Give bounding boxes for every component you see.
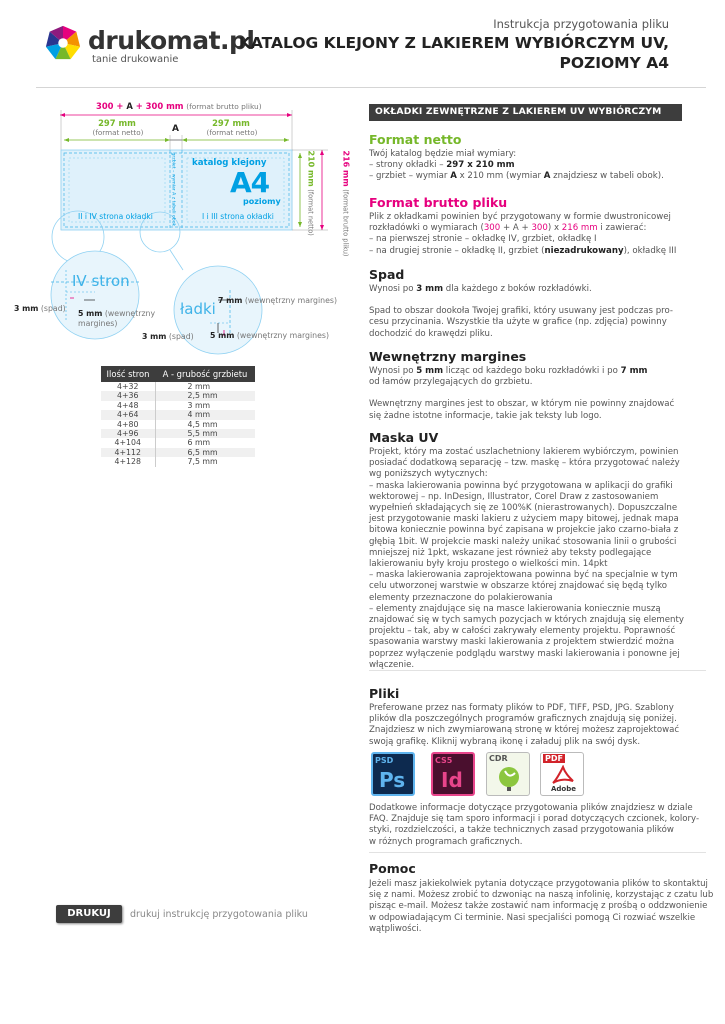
right-page-label: I i III strona okładki	[202, 212, 274, 221]
spine-width-letter: A	[172, 124, 179, 134]
logo-icon	[44, 24, 82, 62]
margin-7mm-label: 7 mm (wewnętrzny margines)	[218, 296, 337, 305]
margin-line: Wynosi po 5 mm licząc od każdego boku rozkładówki i po 7 mm	[369, 366, 648, 376]
mask-text	[369, 447, 706, 671]
zoom-right-text: ładki	[180, 300, 216, 318]
margin-line: Wewnętrzny margines jest to obszar, w którym nie powinny znajdować	[369, 399, 675, 410]
mask-line: spasowania warstwy maski lakierowania z projektem stwierdzić można	[369, 637, 675, 648]
logo-text[interactable]: drukomat.pl	[88, 26, 255, 55]
netto-line: Twój katalog będzie miał wymiary:	[369, 149, 517, 159]
margin-line: się żadne istotne informacje, takie jak teksty lub logo.	[369, 410, 602, 421]
acrobat-icon	[551, 765, 575, 785]
mask-line: – elementy znajdujące się na masce lakierowania koniecznie muszą	[369, 603, 661, 614]
mask-line: Projekt, który ma zostać uszlachetniony lakierem wybiórczym, powinien	[369, 447, 679, 457]
help-line: Jeżeli masz jakiekolwiek pytania dotyczące przygotowania plików to skontaktuj	[369, 879, 708, 889]
brutto-line: Plik z okładkami powinien być przygotowany w formie dwustronicowej	[369, 212, 671, 222]
height-netto-label: 210 mm (format netto)	[306, 150, 316, 236]
left-page-label: II i IV strona okładki	[78, 212, 153, 221]
document-subtitle: Instrukcja przygotowania pliku	[493, 17, 669, 31]
print-instructions-link[interactable]: drukuj instrukcję przygotowania pliku	[130, 909, 308, 920]
mask-line: elementy przeznaczone do polakierowania	[369, 592, 553, 603]
mask-line: poprzez wyłączenie podglądu warstwy maski lakierowania i ponowne jej	[369, 648, 680, 659]
pages-cell: 4+112	[101, 448, 155, 457]
format-a4: A4	[230, 166, 270, 199]
thickness-cell: 2 mm	[187, 382, 211, 391]
orientation-label: poziomy	[243, 197, 281, 206]
mask-line: wg poniższych wytycznych:	[369, 469, 488, 480]
print-button[interactable]: DRUKUJ	[56, 905, 122, 923]
table-row	[101, 401, 255, 410]
thickness-cell: 2,5 mm	[155, 391, 255, 400]
section-header-underline	[369, 120, 682, 121]
logo-tagline: tanie drukowanie	[92, 54, 179, 65]
files-line: plików dla poszczególnych programów graficznych znajdują się poniżej.	[369, 714, 677, 725]
mask-line: jest przygotowanie maski lakieru z użyciem mapy bitowej, jednak mapa	[369, 514, 679, 525]
pages-cell: 4+128	[101, 457, 155, 466]
mask-line: wypełnień składających się ze 100%K (nierastrowanych). Dopuszczalne	[369, 503, 678, 514]
table-row	[101, 382, 255, 391]
pages-cell: 4+96	[101, 429, 155, 438]
mask-line: – maska lakierowania powinna być przygotowana w aplikacji do grafiki	[369, 480, 673, 491]
brutto-heading: Format brutto pliku	[369, 195, 508, 210]
pages-cell: 4+64	[101, 410, 155, 419]
mask-line: – maska lakierowania zaprojektowana powinna być na specjalnie w tym	[369, 570, 678, 581]
files-extra-line: FAQ. Znajduje się tam sporo informacji i porad dotyczących czcionek, kolory-	[369, 814, 700, 825]
spad-text	[369, 284, 706, 340]
mask-line: projektu – tak, aby w całości zakrywały elementy projektu. Poprawność	[369, 626, 676, 637]
help-line: w odpowiadającym Ci terminie. Nasi specjaliści pomogą Ci rozwiać wszelkie	[369, 912, 696, 923]
help-line: pisząc e-mail. Możesz także zostawić nam informację z prośbą o oddzwonienie	[369, 901, 708, 912]
right-netto-width: 297 mm	[212, 118, 250, 128]
mask-line: włączenie.	[369, 659, 415, 670]
section-divider	[369, 670, 706, 671]
mask-line: głębią 1bit. W projekcie maski należy unikać stosowania linii o grubości	[369, 536, 677, 547]
pages-cell: 4+104	[101, 438, 155, 447]
mask-line: mniejszej niż 1pkt, wskazane jest również aby teksty podlegające	[369, 547, 652, 558]
mask-line: lakierowaniu były kroju prostego o wielkości min. 14pkt	[369, 559, 608, 570]
spad-line: cesu przycinania. Wszystkie tła użyte w grafice (np. zdjęcia) powinny	[369, 317, 667, 328]
netto-line: – grzbiet – wymiar A x 210 mm (wymiar A znajdziesz w tabeli obok).	[369, 171, 664, 182]
pages-cell: 4+32	[101, 382, 155, 391]
mask-line: wektorowej – np. InDesign, Illustrator, Corel Draw z zastosowaniem	[369, 491, 659, 502]
mask-line: znajdować się w tych samych pozycjach w których znajdują się elementy	[369, 615, 684, 626]
files-text	[369, 703, 706, 748]
netto-heading: Format netto	[369, 132, 462, 147]
mask-line: celu utworzonej warstwie w obszarze której znajdować się będą tylko	[369, 581, 668, 592]
netto-text	[369, 149, 706, 183]
pdf-template-icon[interactable]: PDF Adobe	[540, 752, 588, 798]
table-row	[101, 410, 255, 419]
margin-heading: Wewnętrzny margines	[369, 349, 527, 364]
section-header-bar: OKŁADKI ZEWNĘTRZNE Z LAKIEREM UV WYBIÓRCZYM	[369, 104, 682, 120]
table-header-row	[101, 366, 255, 382]
spad-line: Wynosi po 3 mm dla każdego z boków rozkładówki.	[369, 284, 592, 294]
title-line-1: KATALOG KLEJONY Z LAKIEREM WYBIÓRCZYM UV,	[238, 34, 669, 52]
zoom-left-text: IV stron	[72, 272, 130, 290]
files-extra-text	[369, 803, 706, 848]
table-header-pages: Ilość stron	[101, 366, 155, 382]
table-row	[101, 438, 255, 447]
height-brutto-label: 216 mm (format brutto pliku)	[341, 150, 351, 257]
brutto-width-label: 300 + A + 300 mm (format brutto pliku)	[96, 101, 262, 111]
help-line: się z nami. Możesz zrobić to dzwoniąc na naszą infolinię, korzystając z czatu lub	[369, 890, 714, 901]
thickness-cell: 6,5 mm	[155, 448, 255, 457]
thickness-cell: 7,5 mm	[187, 457, 218, 467]
brutto-text	[369, 212, 706, 257]
document-title	[229, 33, 669, 73]
left-netto-width: 297 mm	[98, 118, 136, 128]
brutto-line: rozkładówki o wymiarach (300 + A + 300) x 216 mm i zawierać:	[369, 223, 647, 234]
left-netto-note: (format netto)	[92, 128, 144, 137]
table-row	[101, 420, 255, 429]
margin-line: od łamów przylegających do grzbietu.	[369, 377, 533, 388]
catalog-label: katalog klejony	[192, 158, 267, 168]
brutto-line: – na drugiej stronie – okładkę II, grzbiet (niezadrukowany), okładkę III	[369, 245, 677, 256]
files-line: swoją grafikę. Kliknij wybraną ikonę i załaduj plik na swój dysk.	[369, 736, 641, 747]
help-text	[369, 879, 714, 935]
pages-cell: 4+80	[101, 420, 155, 429]
thickness-cell: 6 mm	[187, 438, 211, 448]
margin-left-label: 5 mm (wewnętrzny margines)	[78, 309, 156, 328]
pages-cell: 4+36	[101, 391, 155, 400]
files-line: Znajdziesz w nich zwymiarowaną stronę w której możesz zaprojektować	[369, 725, 680, 736]
title-line-2: POZIOMY A4	[559, 54, 669, 72]
thickness-cell: 5,5 mm	[155, 429, 255, 438]
files-extra-line: w różnych programach graficznych.	[369, 836, 523, 847]
mask-line: bitowa koniecznie powinna być zapisana w projekcie jako czarno-biała z	[369, 525, 679, 536]
thickness-cell: 4,5 mm	[187, 419, 218, 429]
indesign-template-icon[interactable]: CS5 Id	[431, 752, 479, 798]
files-heading: Pliki	[369, 686, 400, 701]
psd-template-icon[interactable]: PSD Ps	[371, 752, 419, 798]
netto-line: – strony okładki – 297 x 210 mm	[369, 160, 515, 171]
section-divider	[369, 852, 706, 853]
files-line: Preferowane przez nas formaty plików to PDF, TIFF, PSD, JPG. Szablony	[369, 703, 674, 713]
table-row	[101, 391, 255, 400]
thickness-cell: 4 mm	[155, 410, 255, 419]
table-row	[101, 457, 255, 466]
spad-left-label: 3 mm (spad)	[14, 304, 66, 313]
spine-thickness-table	[101, 366, 255, 467]
corel-balloon-icon	[495, 765, 523, 793]
help-line: wątpliwości.	[369, 923, 422, 934]
mask-heading: Maska UV	[369, 430, 439, 445]
margin-5mm-right-label: 5 mm (wewnętrzny margines)	[210, 331, 329, 340]
table-row	[101, 429, 255, 438]
header-divider	[36, 87, 706, 88]
margin-text	[369, 366, 706, 422]
cdr-template-icon[interactable]: CDR	[486, 752, 534, 798]
spad-line: Spad to obszar dookoła Twojej grafiki, który usuwany jest podczas pro-	[369, 306, 674, 317]
thickness-cell: 3 mm	[187, 400, 211, 410]
files-extra-line: Dodatkowe informacje dotyczące przygotowania plików znajdziesz w dziale	[369, 803, 693, 813]
files-extra-line: styki, rozdzielczości, a także technicznych zasad przygotowania plików	[369, 825, 674, 836]
brutto-line: – na pierwszej stronie – okładkę IV, grzbiet, okładkę I	[369, 234, 597, 245]
spad-heading: Spad	[369, 267, 405, 282]
spad-line: dochodzić do krawędzi pliku.	[369, 328, 493, 339]
spad-right-label: 3 mm (spad)	[142, 332, 194, 341]
table-row	[101, 448, 255, 457]
help-heading: Pomoc	[369, 861, 416, 876]
pages-cell: 4+48	[101, 401, 155, 410]
spine-label: grzbiet – wymiar A z tabeli obok	[170, 152, 176, 227]
right-netto-note: (format netto)	[206, 128, 258, 137]
mask-line: posiadać dodatkową separację – tzw. maskę – która przygotować należy	[369, 458, 680, 469]
table-header-thickness: A - grubość grzbietu	[155, 366, 255, 382]
